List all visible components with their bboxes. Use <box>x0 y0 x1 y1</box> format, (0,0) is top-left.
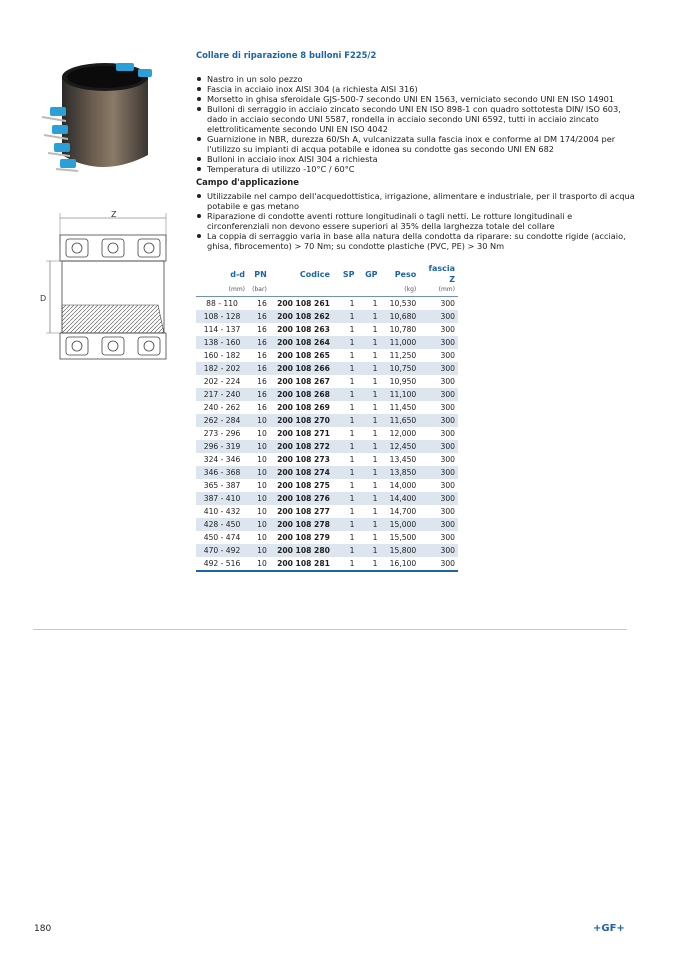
cell-pn: 16 <box>248 310 270 323</box>
spec-table <box>196 263 458 572</box>
header-sp: SP <box>342 269 355 279</box>
table-row <box>196 531 458 544</box>
cell-dd: 365 - 387 <box>203 481 241 490</box>
cell-code: 200 108 269 <box>277 403 330 412</box>
cell-pn: 10 <box>248 466 270 479</box>
cell-dd: 217 - 240 <box>196 388 248 401</box>
header-dd: d-d <box>230 269 246 279</box>
cell-code: 200 108 262 <box>270 310 333 323</box>
cell-code: 200 108 263 <box>277 325 330 334</box>
cell-code: 200 108 274 <box>270 466 333 479</box>
cell-peso: 10,780 <box>389 325 417 334</box>
cell-gp: 1 <box>357 310 380 323</box>
cell-dd: 182 - 202 <box>196 362 248 375</box>
cell-fascia: 300 <box>419 466 458 479</box>
cell-sp: 1 <box>349 403 355 412</box>
cell-code: 200 108 267 <box>277 377 330 386</box>
cell-peso: 15,000 <box>381 518 420 531</box>
cell-fascia: 300 <box>419 544 458 557</box>
cell-dd: 324 - 346 <box>203 455 241 464</box>
cell-pn: 10 <box>248 440 270 453</box>
cell-gp: 1 <box>357 297 380 311</box>
table-row <box>196 297 458 311</box>
cell-dd: 240 - 262 <box>203 403 241 412</box>
cell-code: 200 108 276 <box>270 492 333 505</box>
header-pn: PN <box>254 269 267 279</box>
cell-fascia: 300 <box>419 518 458 531</box>
table-row <box>196 518 458 531</box>
cell-fascia: 300 <box>419 297 458 311</box>
feature-item: Temperatura di utilizzo -10°C / 60°C <box>196 164 636 174</box>
cell-sp: 1 <box>349 429 355 438</box>
cell-pn: 16 <box>248 362 270 375</box>
cell-pn: 10 <box>257 455 267 464</box>
table-row <box>196 544 458 557</box>
cell-pn: 10 <box>248 557 270 571</box>
cell-pn: 16 <box>257 403 267 412</box>
cell-dd: 262 - 284 <box>196 414 248 427</box>
cell-peso: 14,400 <box>381 492 420 505</box>
content-column <box>196 50 636 572</box>
cell-peso: 11,100 <box>381 388 420 401</box>
table-row <box>196 440 458 453</box>
dimension-d-label: D <box>40 294 47 303</box>
cell-code: 200 108 265 <box>277 351 330 360</box>
cell-dd: 88 - 110 <box>196 297 248 311</box>
gf-logo: +GF+ <box>593 923 625 934</box>
header-code: Codice <box>299 269 330 279</box>
cell-peso: 13,850 <box>381 466 420 479</box>
cell-fascia: 300 <box>440 481 455 490</box>
cell-peso: 10,750 <box>381 362 420 375</box>
cell-code: 200 108 266 <box>270 362 333 375</box>
table-units-row <box>196 285 458 297</box>
table-row <box>196 349 458 362</box>
cell-dd: 273 - 296 <box>203 429 241 438</box>
feature-item: Guarnizione in NBR, durezza 60/Sh A, vulcanizzata sulla fascia inox e conforme al DM 174/2004 per l'utilizzo su impianti di acqua potabile e idonea su condotte gas secondo UNI EN 682 <box>196 134 636 154</box>
cell-fascia: 300 <box>440 351 455 360</box>
cell-sp: 1 <box>333 310 358 323</box>
cell-pn: 10 <box>248 544 270 557</box>
cell-pn: 10 <box>257 507 267 516</box>
cell-peso: 10,680 <box>381 310 420 323</box>
cell-gp: 1 <box>357 544 380 557</box>
cell-peso: 10,530 <box>381 297 420 311</box>
cell-sp: 1 <box>333 336 358 349</box>
cell-peso: 12,450 <box>381 440 420 453</box>
cell-sp: 1 <box>349 377 355 386</box>
cell-fascia: 300 <box>419 388 458 401</box>
cell-sp: 1 <box>349 325 355 334</box>
table-row <box>196 336 458 349</box>
cell-dd: 492 - 516 <box>196 557 248 571</box>
cell-pn: 16 <box>248 297 270 311</box>
cell-gp: 1 <box>372 455 378 464</box>
product-title: Collare di riparazione 8 bulloni F225/2 <box>196 50 377 60</box>
table-row <box>196 557 458 571</box>
unit-gp-empty <box>357 285 380 297</box>
cell-sp: 1 <box>333 544 358 557</box>
table-row <box>196 414 458 427</box>
cell-sp: 1 <box>333 466 358 479</box>
header-gp: GP <box>365 269 378 279</box>
cell-peso: 11,450 <box>389 403 417 412</box>
feature-item: Bulloni di serraggio in acciaio zincato secondo UNI EN ISO 898-1 con quadro sottotesta DIN/ ISO 603, dado in acciaio secondo UNI 5587, rondella in acciaio secondo UNI 6592, tutti in acciaio zincato elettroliticamente secondo UNI EN ISO 4042 <box>196 104 636 134</box>
cell-code: 200 108 261 <box>270 297 333 311</box>
cell-dd: 346 - 368 <box>196 466 248 479</box>
cell-peso: 11,000 <box>381 336 420 349</box>
cell-sp: 1 <box>333 388 358 401</box>
cell-fascia: 300 <box>419 414 458 427</box>
table-row <box>196 453 458 466</box>
cell-gp: 1 <box>372 533 378 542</box>
table-row <box>196 466 458 479</box>
feature-item: Nastro in un solo pezzo <box>196 74 636 84</box>
cell-code: 200 108 280 <box>270 544 333 557</box>
cell-gp: 1 <box>357 414 380 427</box>
dimension-z-label: Z <box>111 210 117 219</box>
application-list <box>196 191 636 251</box>
cell-dd: 202 - 224 <box>203 377 241 386</box>
unit-dd: (mm) <box>228 286 246 293</box>
cell-pn: 16 <box>257 325 267 334</box>
table-row <box>196 388 458 401</box>
cell-sp: 1 <box>333 362 358 375</box>
cell-dd: 296 - 319 <box>196 440 248 453</box>
cell-dd: 114 - 137 <box>203 325 241 334</box>
cell-sp: 1 <box>333 297 358 311</box>
cell-code: 200 108 270 <box>270 414 333 427</box>
cell-peso: 11,250 <box>389 351 417 360</box>
table-row <box>196 427 458 440</box>
cell-code: 200 108 277 <box>277 507 330 516</box>
cell-fascia: 300 <box>419 310 458 323</box>
cell-sp: 1 <box>349 351 355 360</box>
cell-code: 200 108 273 <box>277 455 330 464</box>
cell-gp: 1 <box>357 440 380 453</box>
table-row <box>196 362 458 375</box>
cell-fascia: 300 <box>440 507 455 516</box>
cell-fascia: 300 <box>440 429 455 438</box>
feature-list <box>196 74 636 174</box>
unit-pn: (bar) <box>252 286 267 293</box>
cell-dd: 160 - 182 <box>203 351 241 360</box>
feature-item: Morsetto in ghisa sferoidale GJS-500-7 secondo UNI EN 1563, verniciato secondo UNI EN ISO 14901 <box>196 94 636 104</box>
cell-pn: 10 <box>248 492 270 505</box>
cell-code: 200 108 271 <box>277 429 330 438</box>
cell-gp: 1 <box>357 388 380 401</box>
cell-sp: 1 <box>349 481 355 490</box>
cell-pn: 10 <box>257 533 267 542</box>
application-item: Utilizzabile nel campo dell'acquedottistica, irrigazione, alimentare e industriale, per il trasporto di acqua potabile e gas metano <box>196 191 636 211</box>
table-body <box>196 297 458 572</box>
unit-fascia: (mm) <box>438 286 455 293</box>
cell-sp: 1 <box>333 557 358 571</box>
cell-gp: 1 <box>372 429 378 438</box>
header-peso: Peso <box>394 269 417 279</box>
cell-sp: 1 <box>349 533 355 542</box>
page-number: 180 <box>34 924 52 934</box>
cell-code: 200 108 268 <box>270 388 333 401</box>
cell-fascia: 300 <box>419 557 458 571</box>
application-item: Riparazione di condotte aventi rotture longitudinali o tagli netti. Le rotture longitudinali e circonferenziali non devono essere superiori al 35% della larghezza totale del collare <box>196 211 636 231</box>
cell-code: 200 108 278 <box>270 518 333 531</box>
cell-fascia: 300 <box>440 455 455 464</box>
cell-sp: 1 <box>333 414 358 427</box>
product-photo <box>40 55 168 185</box>
cell-gp: 1 <box>357 466 380 479</box>
cell-peso: 15,500 <box>389 533 417 542</box>
cell-gp: 1 <box>372 377 378 386</box>
header-fascia: fascia Z <box>428 264 455 284</box>
table-row <box>196 323 458 336</box>
cell-dd: 387 - 410 <box>196 492 248 505</box>
cell-gp: 1 <box>372 481 378 490</box>
cell-sp: 1 <box>349 455 355 464</box>
cell-sp: 1 <box>333 492 358 505</box>
cell-fascia: 300 <box>419 492 458 505</box>
feature-item: Bulloni in acciaio inox AISI 304 a richiesta <box>196 154 636 164</box>
cell-gp: 1 <box>372 325 378 334</box>
cell-fascia: 300 <box>419 362 458 375</box>
table-row <box>196 401 458 414</box>
cell-pn: 10 <box>248 518 270 531</box>
cell-dd: 450 - 474 <box>203 533 241 542</box>
cell-gp: 1 <box>372 507 378 516</box>
cell-pn: 16 <box>248 336 270 349</box>
cell-pn: 16 <box>257 377 267 386</box>
cell-peso: 13,450 <box>389 455 417 464</box>
cell-peso: 14,700 <box>389 507 417 516</box>
cell-sp: 1 <box>333 440 358 453</box>
unit-code-empty <box>270 285 333 297</box>
table-row <box>196 375 458 388</box>
cell-sp: 1 <box>349 507 355 516</box>
feature-item: Fascia in acciaio inox AISI 304 (a richiesta AISI 316) <box>196 84 636 94</box>
table-header-row <box>196 263 458 285</box>
cell-sp: 1 <box>333 518 358 531</box>
cell-peso: 12,000 <box>389 429 417 438</box>
cell-peso: 14,000 <box>389 481 417 490</box>
cell-gp: 1 <box>357 518 380 531</box>
cell-dd: 108 - 128 <box>196 310 248 323</box>
cell-pn: 10 <box>248 414 270 427</box>
table-row <box>196 492 458 505</box>
cell-dd: 410 - 432 <box>203 507 241 516</box>
cell-pn: 10 <box>257 429 267 438</box>
footer-divider <box>33 629 627 630</box>
cell-pn: 16 <box>248 388 270 401</box>
cell-fascia: 300 <box>419 336 458 349</box>
cell-peso: 16,100 <box>381 557 420 571</box>
cell-peso: 10,950 <box>389 377 417 386</box>
cell-fascia: 300 <box>419 440 458 453</box>
unit-peso: (kg) <box>404 286 417 293</box>
unit-sp-empty <box>333 285 358 297</box>
technical-drawing <box>38 205 190 375</box>
cell-code: 200 108 281 <box>270 557 333 571</box>
application-item: La coppia di serraggio varia in base alla natura della condotta da riparare: su condotte rigide (acciaio, ghisa, fibrocemento) > 70 Nm; su condotte plastiche (PVC, PE) > 30 Nm <box>196 231 636 251</box>
cell-fascia: 300 <box>440 377 455 386</box>
cell-gp: 1 <box>357 492 380 505</box>
cell-gp: 1 <box>357 362 380 375</box>
cell-gp: 1 <box>357 557 380 571</box>
table-row <box>196 479 458 492</box>
cell-fascia: 300 <box>440 403 455 412</box>
cell-peso: 11,650 <box>381 414 420 427</box>
cell-code: 200 108 264 <box>270 336 333 349</box>
cell-peso: 15,800 <box>381 544 420 557</box>
cell-gp: 1 <box>372 351 378 360</box>
cell-fascia: 300 <box>440 325 455 334</box>
cell-dd: 428 - 450 <box>196 518 248 531</box>
table-row <box>196 310 458 323</box>
cell-pn: 16 <box>257 351 267 360</box>
cell-dd: 138 - 160 <box>196 336 248 349</box>
cell-code: 200 108 279 <box>277 533 330 542</box>
cell-code: 200 108 275 <box>277 481 330 490</box>
application-heading: Campo d'applicazione <box>196 177 299 187</box>
cell-gp: 1 <box>357 336 380 349</box>
table-row <box>196 505 458 518</box>
cell-gp: 1 <box>372 403 378 412</box>
cell-pn: 10 <box>257 481 267 490</box>
cell-fascia: 300 <box>440 533 455 542</box>
cell-code: 200 108 272 <box>270 440 333 453</box>
cell-dd: 470 - 492 <box>196 544 248 557</box>
